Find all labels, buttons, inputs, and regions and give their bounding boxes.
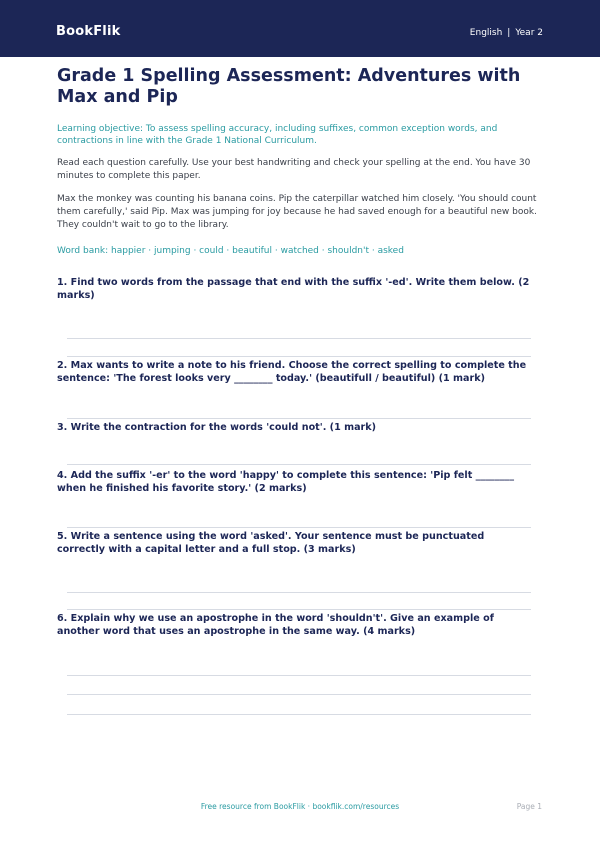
- divider: [67, 356, 531, 357]
- year-label: Year 2: [515, 28, 543, 38]
- footer-credit: Free resource from BookFlik · bookflik.com/resources: [200, 802, 400, 811]
- question-2: 2. Max wants to write a note to his friend. Choose the correct spelling to complete the sentence: 'The forest looks very ________ today.' (beautifull / beautiful) (1 mark): [57, 360, 527, 384]
- page-title: Grade 1 Spelling Assessment: Adventures with Max and Pip: [57, 66, 521, 107]
- answer-line[interactable]: [67, 338, 531, 339]
- subject-label: English: [469, 28, 503, 38]
- answer-line[interactable]: [67, 714, 531, 715]
- divider: [67, 464, 531, 465]
- divider: [67, 418, 531, 419]
- brand-logo: BookFlik: [56, 24, 121, 39]
- question-6: 6. Explain why we use an apostrophe in the word 'shouldn't'. Give an example of another word that uses an apostrophe in the same way. (4 marks): [57, 613, 494, 637]
- header-bar: [0, 0, 600, 57]
- answer-line[interactable]: [67, 694, 531, 695]
- header-separator: |: [507, 28, 511, 38]
- divider: [67, 609, 531, 610]
- divider: [67, 527, 531, 528]
- page-number: Page 1: [516, 802, 542, 811]
- header-meta: [470, 28, 543, 38]
- instructions: Read each question carefully. Use your best handwriting and check your spelling at the end. You have 30 minutes to complete this paper.: [57, 158, 531, 181]
- question-3: 3. Write the contraction for the words 'could not'. (1 mark): [57, 422, 377, 433]
- answer-line[interactable]: [67, 592, 531, 593]
- question-1: 1. Find two words from the passage that end with the suffix '-ed'. Write them below. (2 marks): [57, 277, 530, 301]
- answer-line[interactable]: [67, 675, 531, 676]
- passage: Max the monkey was counting his banana coins. Pip the caterpillar watched him closely. 'You should count them carefully,' said Pip. Max was jumping for joy because he had saved enough for a beautiful new book. They couldn't wait to go to the library.: [57, 194, 537, 230]
- question-5: 5. Write a sentence using the word 'asked'. Your sentence must be punctuated correctly with a capital letter and a full stop. (3 marks): [57, 531, 485, 555]
- question-4: 4. Add the suffix '-er' to the word 'happy' to complete this sentence: 'Pip felt ________ when he finished his favorite story.' (2 marks): [57, 470, 515, 494]
- learning-objective: Learning objective: To assess spelling accuracy, including suffixes, common exception words, and contractions in line with the Grade 1 National Curriculum.: [57, 124, 498, 146]
- word-bank: Word bank: happier · jumping · could · beautiful · watched · shouldn't · asked: [57, 246, 404, 256]
